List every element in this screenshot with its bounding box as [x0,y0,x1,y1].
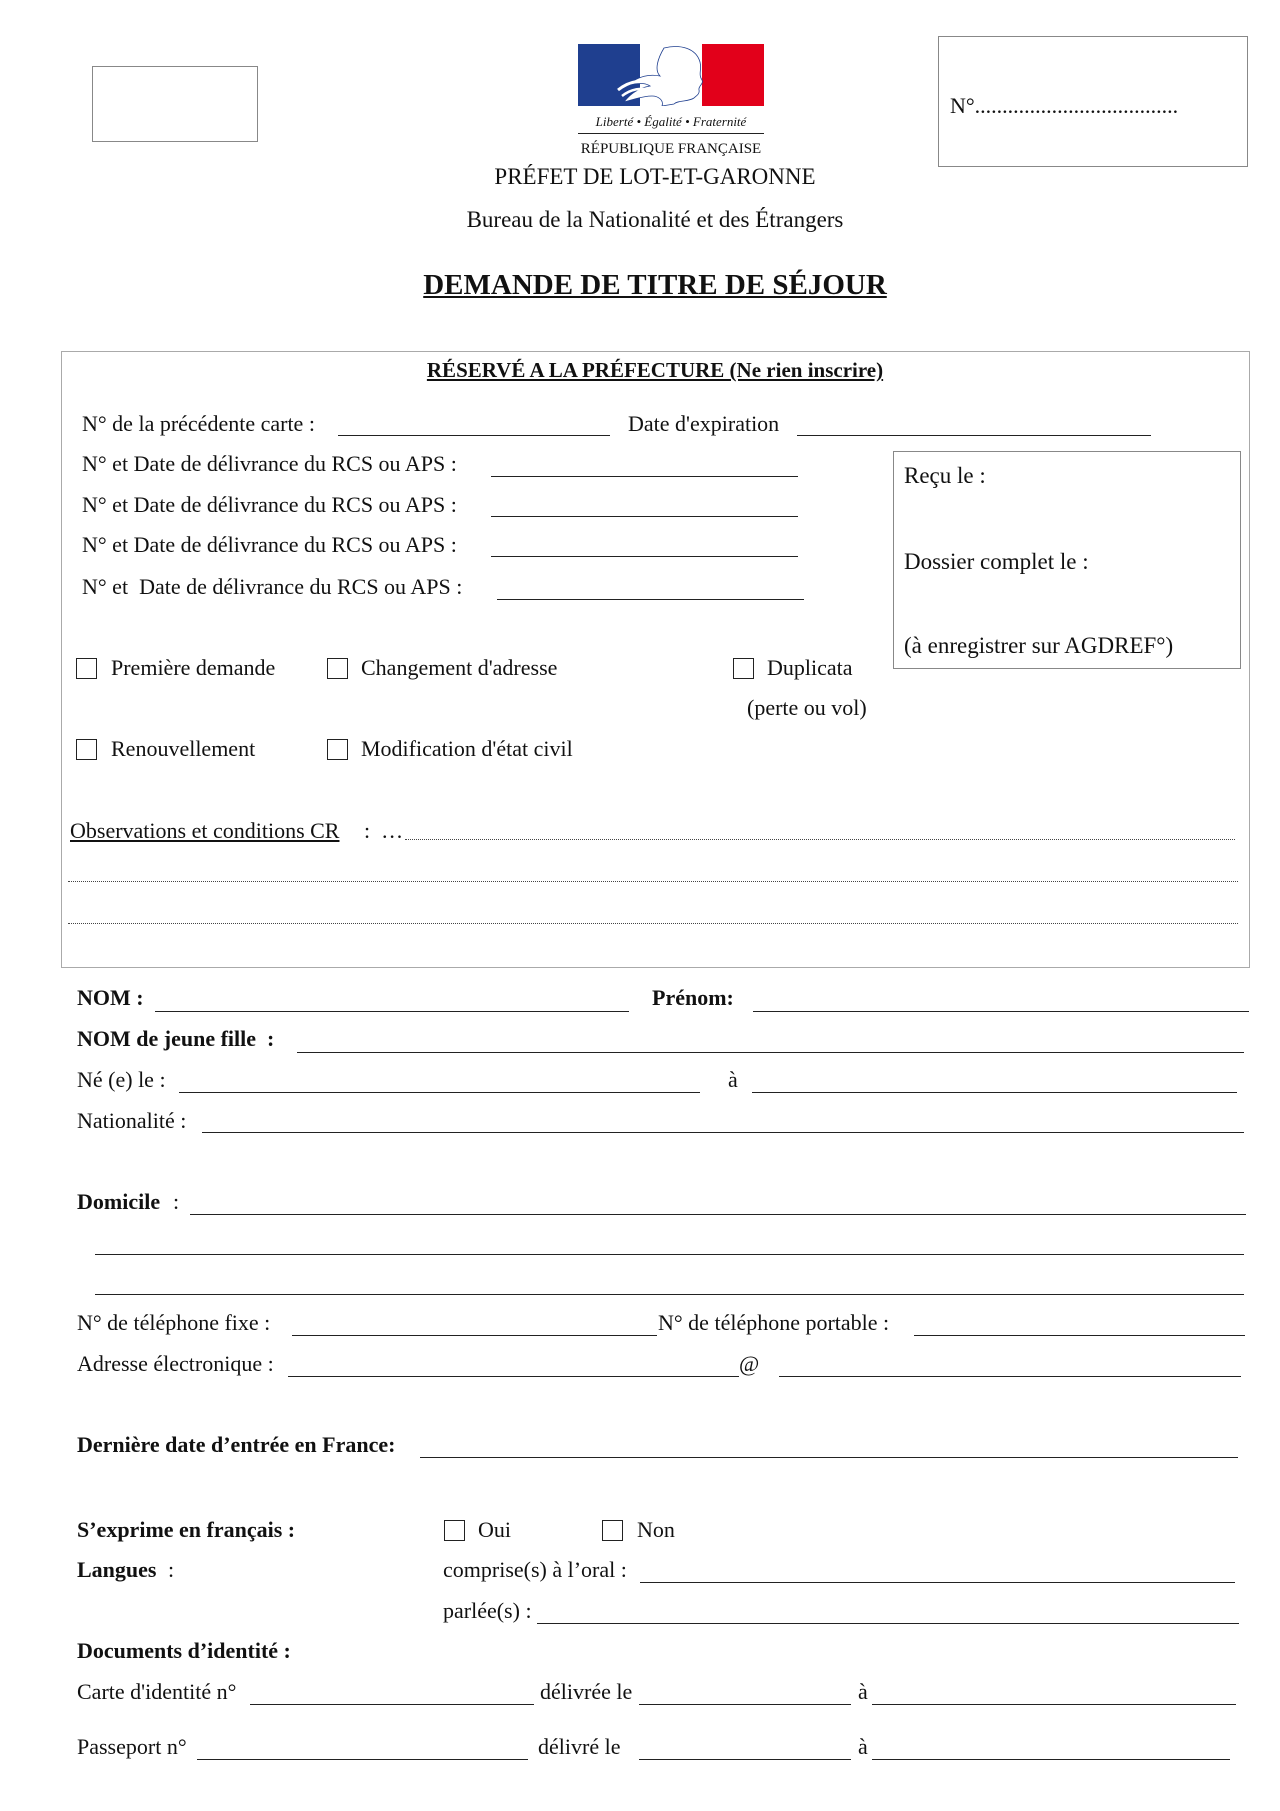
duplicate-checkbox[interactable] [733,658,754,679]
duplicate-note: (perte ou vol) [747,695,867,720]
spoken-field[interactable] [537,1623,1239,1624]
renewal-label: Renouvellement [111,736,256,761]
observations-separator: : … [364,818,404,843]
duplicate-label: Duplicata [767,655,853,680]
nationality-label: Nationalité : [77,1108,187,1133]
email-user-field[interactable] [288,1376,739,1377]
id-card-issued-label: délivrée le [540,1679,633,1704]
spoken-label: parlée(s) : [443,1598,532,1623]
observations-line-3[interactable] [68,923,1238,924]
reserved-heading: RÉSERVÉ A LA PRÉFECTURE (Ne rien inscrire) [426,358,884,382]
domicile-line-1[interactable] [190,1214,1246,1215]
id-card-at-label: à [858,1679,868,1704]
last-entry-field[interactable] [420,1457,1238,1458]
observations-line-1[interactable] [405,839,1235,840]
rcs-field-1[interactable] [491,476,798,477]
id-card-label: Carte d'identité n° [77,1679,237,1704]
maiden-name-field[interactable] [297,1052,1244,1053]
born-date-field[interactable] [179,1092,700,1093]
address-change-checkbox[interactable] [327,658,348,679]
observations-line-2[interactable] [68,881,1238,882]
page-title: DEMANDE DE TITRE DE SÉJOUR [423,269,887,301]
domicile-separator: : [173,1189,180,1214]
last-entry-label: Dernière date d’entrée en France: [77,1432,396,1457]
passport-number-field[interactable] [197,1759,528,1760]
phone-fixed-label: N° de téléphone fixe : [77,1310,271,1335]
speaks-french-label: S’exprime en français : [77,1517,296,1542]
nom-field[interactable] [155,1011,629,1012]
passport-issued-label: délivré le [538,1734,621,1759]
passport-at-label: à [858,1734,868,1759]
born-at-label: à [728,1067,738,1092]
number-label: N°..................................... [950,93,1179,118]
rcs-label-1: N° et Date de délivrance du RCS ou APS : [82,451,457,476]
id-docs-heading: Documents d’identité : [77,1638,291,1663]
languages-label: Langues [77,1557,157,1582]
no-label: Non [637,1517,675,1542]
passport-label: Passeport n° [77,1734,187,1759]
phone-mobile-label: N° de téléphone portable : [658,1310,890,1335]
rcs-field-3[interactable] [491,556,798,557]
agdref-label: (à enregistrer sur AGDREF°) [904,633,1174,658]
previous-card-label: N° de la précédente carte : [82,411,315,436]
rcs-field-4[interactable] [497,599,804,600]
rcs-label-3: N° et Date de délivrance du RCS ou APS : [82,532,457,557]
yes-checkbox[interactable] [444,1520,465,1541]
complete-label: Dossier complet le : [904,549,1089,574]
prefect-label: PRÉFET DE LOT-ET-GARONNE [494,164,816,189]
born-place-field[interactable] [752,1092,1237,1093]
languages-separator: : [168,1557,175,1582]
rcs-field-2[interactable] [491,516,798,517]
rcs-label-4: N° et Date de délivrance du RCS ou APS : [82,574,463,599]
bureau-label: Bureau de la Nationalité et des Étrangers [466,207,844,232]
id-card-number-field[interactable] [250,1704,534,1705]
domicile-line-2[interactable] [95,1254,1244,1255]
motto-underline [578,133,764,134]
maiden-name-label: NOM de jeune fille : [77,1026,275,1051]
domicile-label: Domicile [77,1189,161,1214]
domicile-line-3[interactable] [95,1294,1244,1295]
rcs-label-2: N° et Date de délivrance du RCS ou APS : [82,492,457,517]
first-request-checkbox[interactable] [76,658,97,679]
received-label: Reçu le : [904,463,986,488]
id-card-date-field[interactable] [639,1704,851,1705]
address-change-label: Changement d'adresse [361,655,558,680]
marianne-logo [578,44,764,106]
republic-label: RÉPUBLIQUE FRANÇAISE [580,141,762,157]
born-label: Né (e) le : [77,1067,166,1092]
first-request-label: Première demande [111,655,276,680]
nom-label: NOM : [77,985,144,1010]
civil-status-label: Modification d'état civil [361,736,573,761]
prenom-label: Prénom: [652,985,734,1010]
id-card-place-field[interactable] [872,1704,1236,1705]
expiration-field[interactable] [797,435,1151,436]
phone-mobile-field[interactable] [914,1335,1245,1336]
email-label: Adresse électronique : [77,1351,274,1376]
email-domain-field[interactable] [779,1376,1241,1377]
understood-label: comprise(s) à l’oral : [443,1557,627,1582]
motto: Liberté • Égalité • Fraternité [595,114,747,129]
previous-card-field[interactable] [338,435,610,436]
expiration-label: Date d'expiration [628,411,780,436]
understood-field[interactable] [640,1582,1235,1583]
passport-place-field[interactable] [872,1759,1230,1760]
prenom-field[interactable] [753,1011,1249,1012]
yes-label: Oui [478,1517,511,1542]
passport-date-field[interactable] [639,1759,851,1760]
no-checkbox[interactable] [602,1520,623,1541]
observations-label: Observations et conditions CR [70,818,340,843]
nationality-field[interactable] [202,1132,1244,1133]
renewal-checkbox[interactable] [76,739,97,760]
email-at-sign: @ [739,1351,760,1376]
phone-fixed-field[interactable] [292,1335,657,1336]
stamp-box [92,66,258,142]
civil-status-checkbox[interactable] [327,739,348,760]
